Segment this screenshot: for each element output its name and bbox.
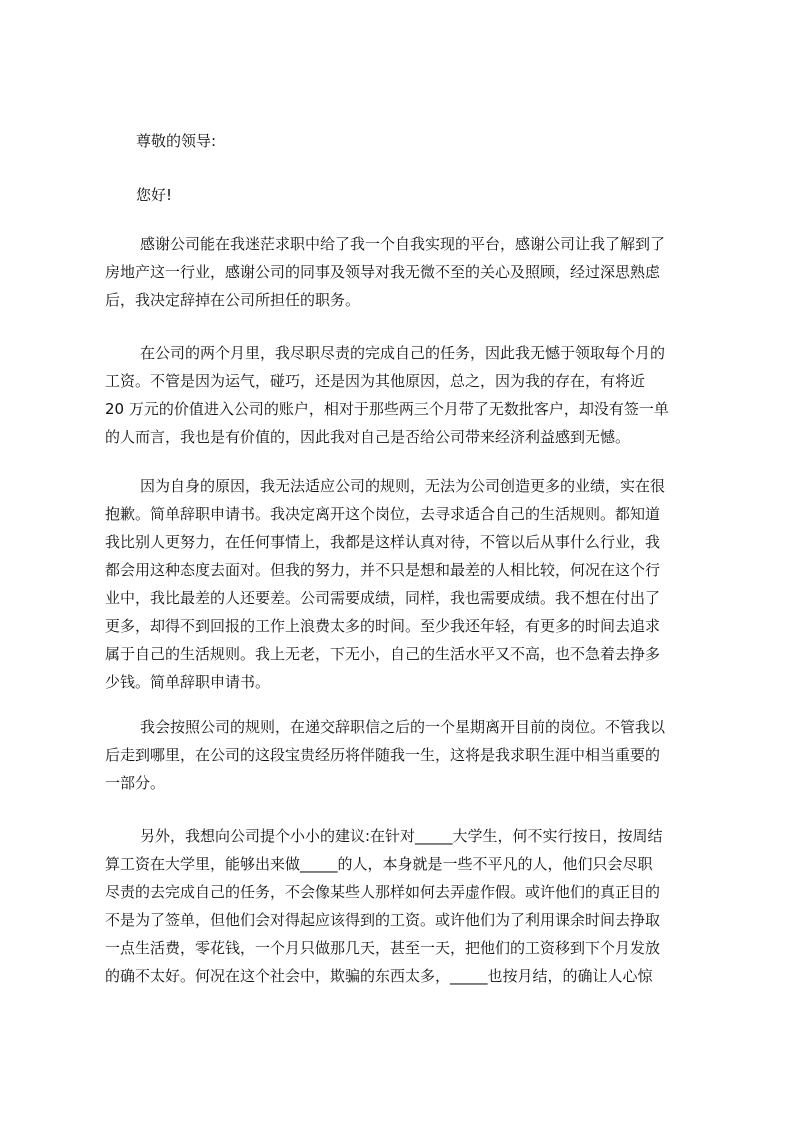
paragraph-3 [105,472,701,696]
paragraph-2 [105,339,701,451]
paragraph-line: 在公司的两个月里，我尽职尽责的完成自己的任务，因此我无憾于领取每个月的 [140,344,666,362]
paragraph-line: 20 万元的价值进入公司的账户，相对于那些两三个月带了无数批客户，却没有签一单 [105,400,669,418]
salutation: 尊敬的领导: [136,132,217,150]
paragraph-line: 属于自己的生活规则。我上无老，下无小，自己的生活水平又不高，也不急着去挣多 [105,645,661,663]
paragraph-line: 工资。不管是因为运气，碰巧，还是因为其他原因，总之，因为我的存在，有将近 [105,372,646,390]
paragraph-line: 一点生活费，零花钱，一个月只做那几天，甚至一天，把他们的工资移到下个月发放 [105,939,661,957]
paragraph-line: 的确不太好。何况在这个社会中，欺骗的东西太多，_____也按月结，的确让人心惊 [105,967,653,985]
paragraph-line: 后，我决定辞掉在公司所担任的职务。 [105,291,361,309]
paragraph-line: 抱歉。简单辞职申请书。我决定离开这个岗位，去寻求适合自己的生活规则。都知道 [105,505,661,523]
paragraph-line: 一部分。 [105,774,166,792]
paragraph-1 [105,230,701,314]
paragraph-line: 少钱。简单辞职申请书。 [105,673,271,691]
greeting: 您好! [136,186,173,204]
paragraph-line: 不是为了签单，但他们会对得起应该得到的工资。或许他们为了利用课余时间去挣取 [105,911,661,929]
paragraph-line: 的人而言，我也是有价值的，因此我对自己是否给公司带来经济利益感到无憾。 [105,428,631,446]
paragraph-line: 另外，我想向公司提个小小的建议:在针对_____大学生，何不实行按日，按周结 [140,827,663,845]
paragraph-line: 算工资在大学里，能够出来做_____的人，本身就是一些不平凡的人，他们只会尽职 [105,855,653,873]
paragraph-line: 房地产这一行业，感谢公司的同事及领导对我无微不至的关心及照顾，经过深思熟虑 [105,263,661,281]
paragraph-5 [105,822,701,990]
paragraph-line: 感谢公司能在我迷茫求职中给了我一个自我实现的平台，感谢公司让我了解到了 [140,235,666,253]
paragraph-line: 都会用这种态度去面对。但我的努力，并不只是想和最差的人相比较，何况在这个行 [105,561,661,579]
paragraph-line: 因为自身的原因，我无法适应公司的规则，无法为公司创造更多的业绩，实在很 [140,477,666,495]
paragraph-line: 我会按照公司的规则，在递交辞职信之后的一个星期离开目前的岗位。不管我以 [140,718,666,736]
paragraph-line: 我比别人更努力，在任何事情上，我都是这样认真对待，不管以后从事什么行业，我 [105,533,661,551]
paragraph-line: 更多，却得不到回报的工作上浪费太多的时间。至少我还年轻，有更多的时间去追求 [105,617,661,635]
paragraph-4 [105,713,701,797]
paragraph-line: 尽责的去完成自己的任务，不会像某些人那样如何去弄虚作假。或许他们的真正目的 [105,883,661,901]
paragraph-line: 业中，我比最差的人还要差。公司需要成绩，同样，我也需要成绩。我不想在付出了 [105,589,661,607]
paragraph-line: 后走到哪里，在公司的这段宝贵经历将伴随我一生，这将是我求职生涯中相当重要的 [105,746,661,764]
